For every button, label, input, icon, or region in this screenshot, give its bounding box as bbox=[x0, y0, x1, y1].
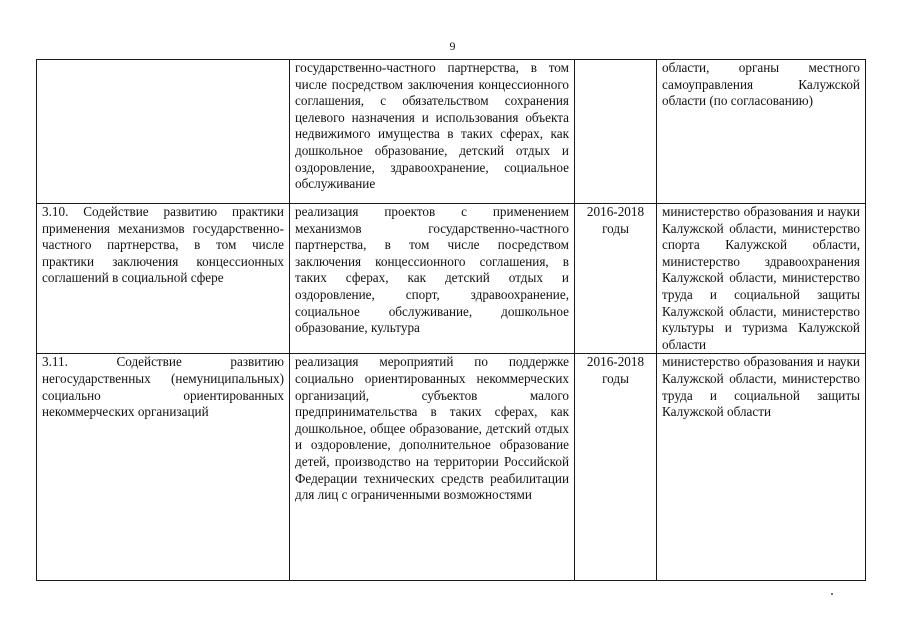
content-cell: государственно-частного партнерства, в том числе посредством заключения концессионного соглашения, с обязательством сохранения целевого назначения и использования объекта недвижимого имущества в таких сферах, как дошкольное образование, детский отдых и оздоровление, здравоохранение, социальное обслуживание bbox=[290, 60, 575, 204]
executors-cell: министерство образования и науки Калужской области, министерство труда и социальной защиты Калужской области bbox=[657, 354, 866, 581]
table-row bbox=[37, 60, 866, 204]
measure-cell: 3.10. Содействие развитию практики применения механизмов государственно-частного партнерства, в том числе практики заключения концессионных соглашений в социальной сфере bbox=[37, 204, 290, 354]
scan-speck bbox=[831, 593, 833, 595]
executors-cell: области, органы местного самоуправления Калужской области (по согласованию) bbox=[657, 60, 866, 204]
measure-cell bbox=[37, 60, 290, 204]
page-number: 9 bbox=[449, 39, 456, 53]
executors-cell: министерство образования и науки Калужской области, министерство спорта Калужской области, министерство здравоохранения Калужской области, министерство труда и социальной защиты Калужской области, министерство культуры и туризма Калужской области bbox=[657, 204, 866, 354]
measures-table bbox=[36, 59, 866, 581]
content-cell: реализация мероприятий по поддержке социально ориентированных некоммерческих организаций, субъектов малого предпринимательства в таких сферах, как дошкольное, общее образование, детский отдых и оздоровление, дополнительное образование детей, производство на территории Российской Федерации технических средств реабилитации для лиц с ограниченными возможностями bbox=[290, 354, 575, 581]
content-cell: реализация проектов с применением механизмов государственно-частного партнерства, в том числе посредством заключения концессионного соглашения, в таких сферах, как детский отдых и оздоровление, спорт, здравоохранение, социальное обслуживание, дошкольное образование, культура bbox=[290, 204, 575, 354]
period-cell bbox=[575, 60, 657, 204]
table-row bbox=[37, 354, 866, 581]
period-cell: 2016-2018 годы bbox=[575, 354, 657, 581]
measure-cell: 3.11. Содействие развитию негосударственных (немуниципальных) социально ориентированных некоммерческих организаций bbox=[37, 354, 290, 581]
table-row bbox=[37, 204, 866, 354]
period-cell: 2016-2018 годы bbox=[575, 204, 657, 354]
